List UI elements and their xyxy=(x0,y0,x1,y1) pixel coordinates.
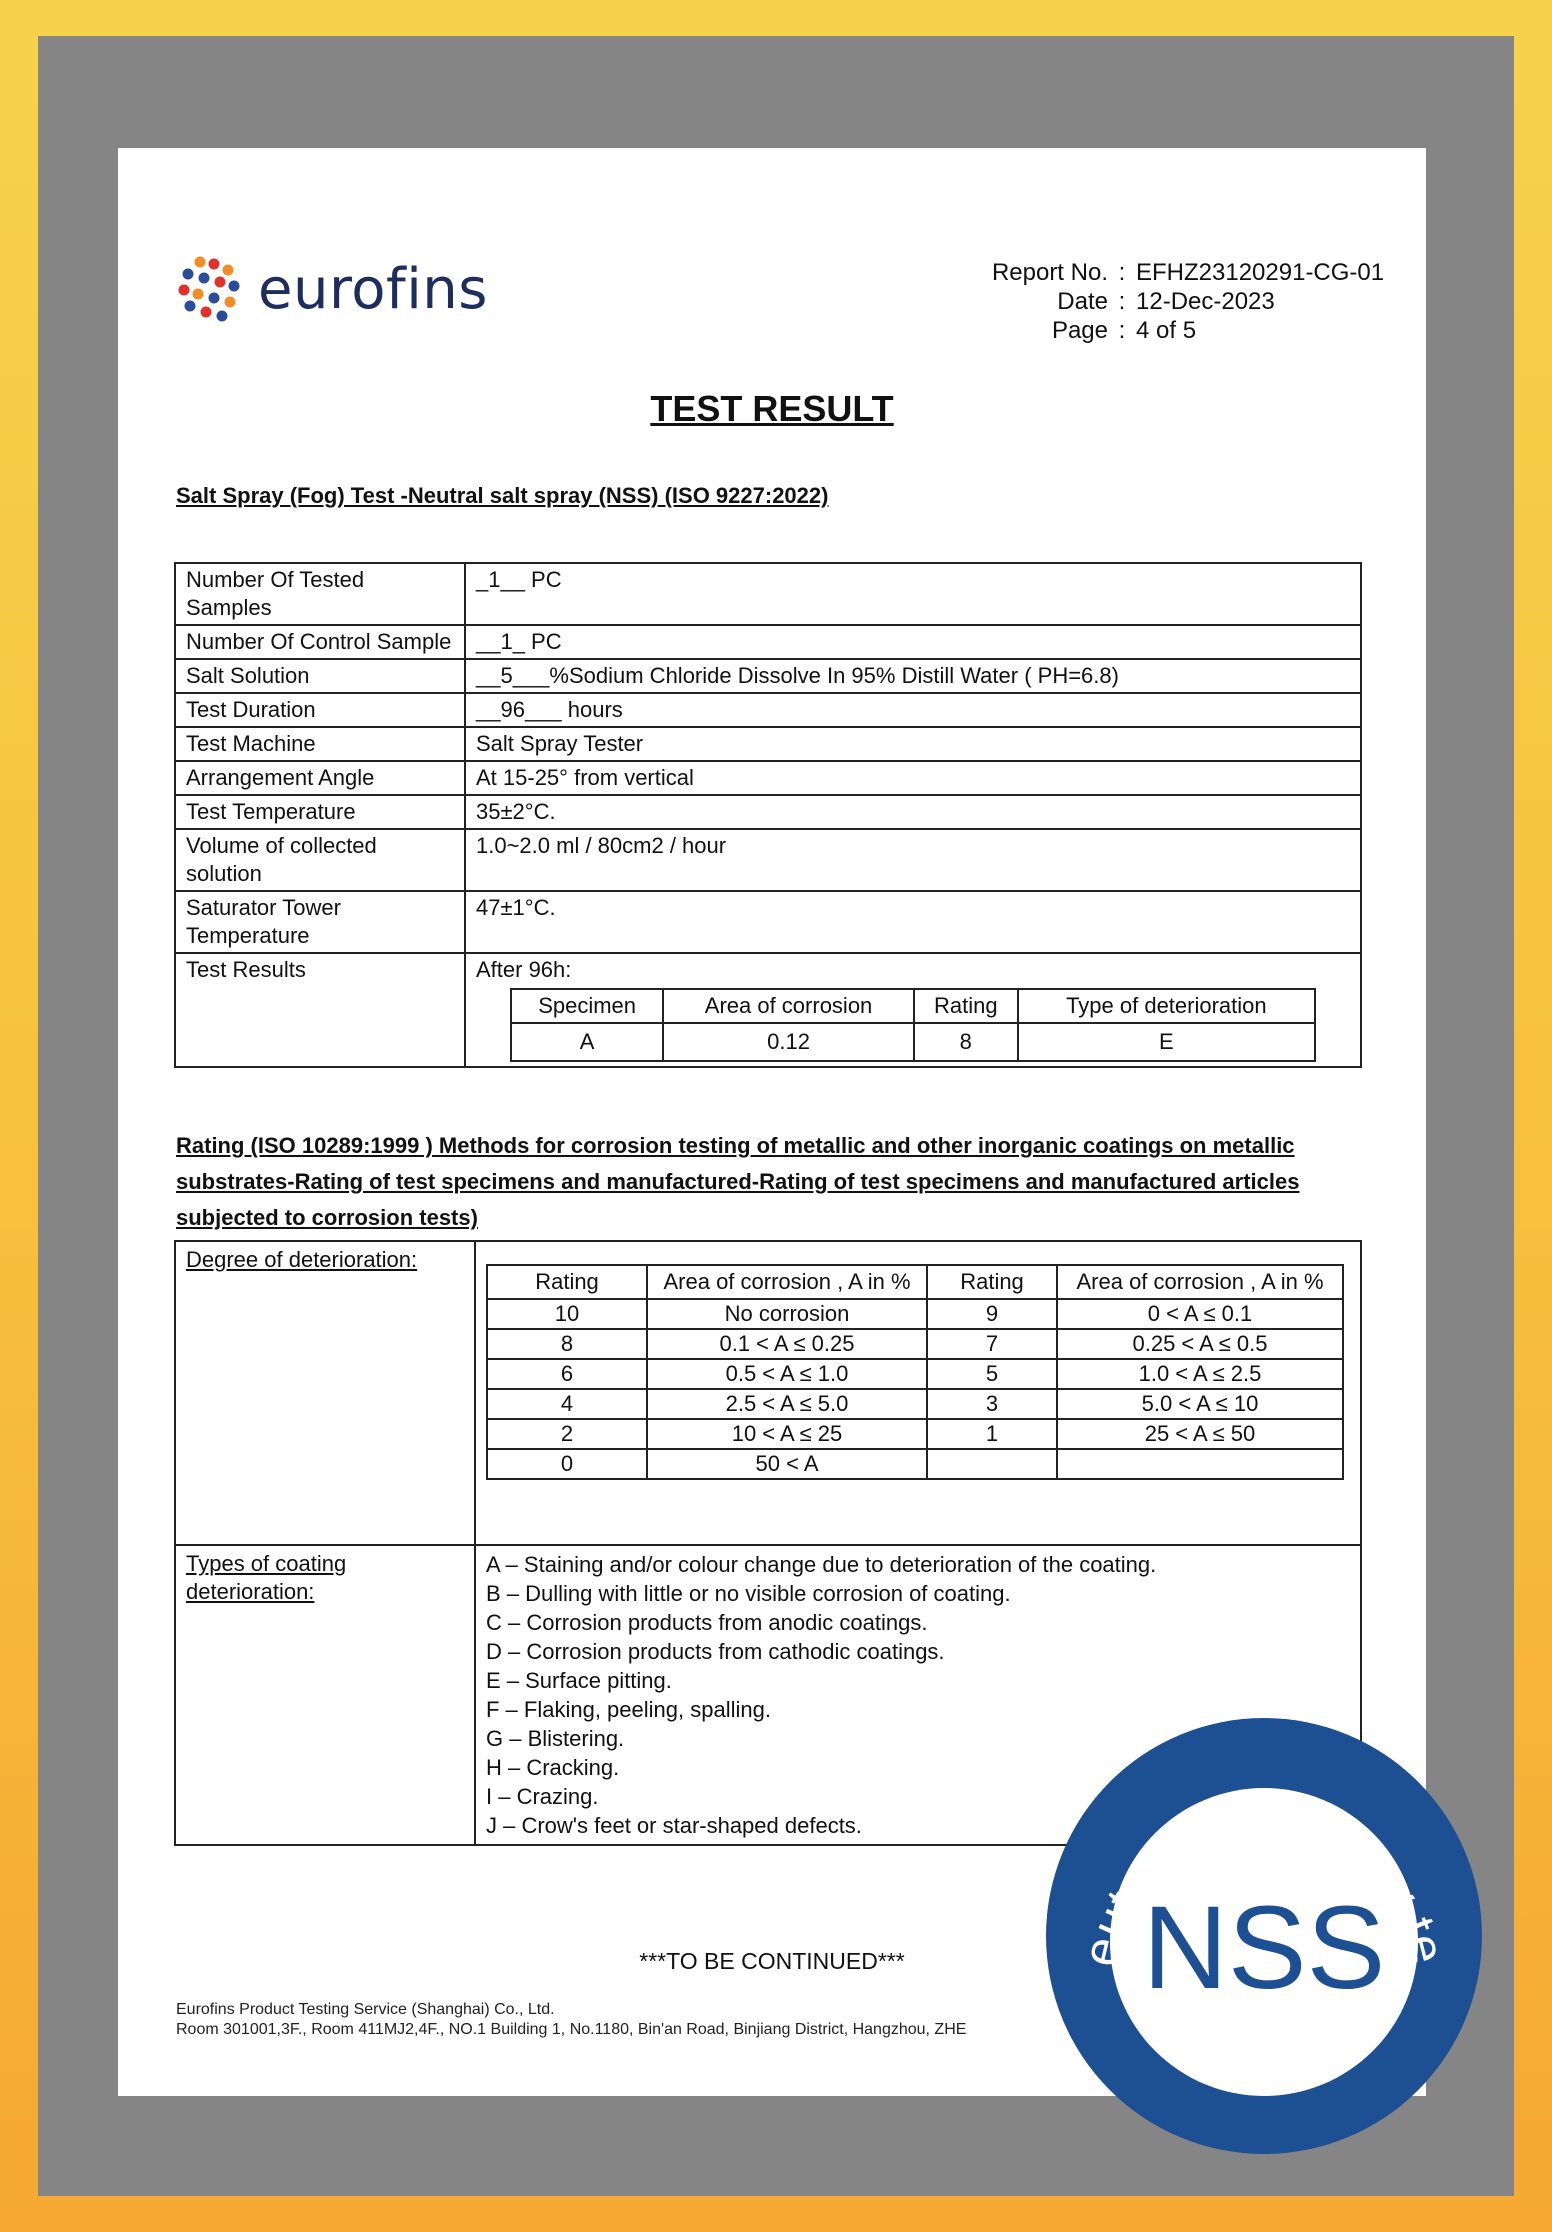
stamp-ring-textpath: eutral Salt Spray te xyxy=(1071,1795,1457,1972)
report-page-label: Page xyxy=(1051,317,1108,344)
degree-cell xyxy=(927,1449,1057,1479)
list-item: F – Flaking, peeling, spalling. xyxy=(486,1697,771,1722)
types-label: Types of coating deterioration: xyxy=(175,1545,475,1845)
degree-cell: 6 xyxy=(487,1359,647,1389)
list-item: A – Staining and/or colour change due to deterioration of the coating. xyxy=(486,1552,1157,1577)
param-value: At 15-25° from vertical xyxy=(465,761,1361,795)
test-subtitle: Salt Spray (Fog) Test -Neutral salt spray (NSS) (ISO 9227:2022) xyxy=(176,483,829,508)
report-no-row xyxy=(988,258,1384,287)
list-item: B – Dulling with little or no visible corrosion of coating. xyxy=(486,1581,1011,1606)
param-label: Arrangement Angle xyxy=(175,761,465,795)
eurofins-logo xyxy=(176,254,488,324)
report-date-label: Date xyxy=(1057,288,1108,315)
degree-header: Area of corrosion , A in % xyxy=(647,1265,927,1299)
list-item: E – Surface pitting. xyxy=(486,1668,672,1693)
separator: : xyxy=(1118,288,1126,315)
degree-cell: 0.5 < A ≤ 1.0 xyxy=(647,1359,927,1389)
footer xyxy=(176,2000,966,2040)
degree-cell: 8 xyxy=(487,1329,647,1359)
param-row xyxy=(175,693,1361,727)
param-value: __1_ PC xyxy=(465,625,1361,659)
param-value: 1.0~2.0 ml / 80cm2 / hour xyxy=(465,829,1361,891)
param-value: __5___%Sodium Chloride Dissolve In 95% Distill Water ( PH=6.8) xyxy=(465,659,1361,693)
degree-cell: 0 < A ≤ 0.1 xyxy=(1057,1299,1343,1329)
param-label: Test Machine xyxy=(175,727,465,761)
param-row xyxy=(175,659,1361,693)
page-title: TEST RESULT xyxy=(650,388,894,429)
param-row xyxy=(175,829,1361,891)
degree-cell xyxy=(1057,1449,1343,1479)
degree-cell: 5 xyxy=(927,1359,1057,1389)
continued-note: ***TO BE CONTINUED*** xyxy=(639,1948,905,1974)
separator: : xyxy=(1118,259,1126,286)
param-label: Test Duration xyxy=(175,693,465,727)
list-item: H – Cracking. xyxy=(486,1755,620,1780)
degree-cell: 1.0 < A ≤ 2.5 xyxy=(1057,1359,1343,1389)
results-header: Area of corrosion xyxy=(663,989,914,1023)
results-cell: E xyxy=(1018,1023,1315,1061)
rating-heading: Rating (ISO 10289:1999 ) Methods for corrosion testing of metallic and other inorganic coatings on metallic substrates-Rating of test specimens and manufactured-Rating of test specimens and manufactured articles subjected to corrosion tests) xyxy=(176,1133,1300,1230)
degree-cell: 5.0 < A ≤ 10 xyxy=(1057,1389,1343,1419)
degree-table xyxy=(486,1264,1344,1480)
degree-cell: 0.1 < A ≤ 0.25 xyxy=(647,1329,927,1359)
param-label: Volume of collected solution xyxy=(175,829,465,891)
nss-stamp-badge xyxy=(1044,1716,1484,2156)
degree-table-row xyxy=(487,1299,1343,1329)
degree-cell: 50 < A xyxy=(647,1449,927,1479)
degree-header: Rating xyxy=(487,1265,647,1299)
param-row xyxy=(175,953,1361,1067)
param-row xyxy=(175,563,1361,625)
nss-stamp xyxy=(1044,1716,1484,2156)
footer-address: Room 301001,3F., Room 411MJ2,4F., NO.1 Building 1, No.1180, Bin'an Road, Binjiang District, Hangzhou, ZHE xyxy=(176,2021,967,2038)
degree-cell: 25 < A ≤ 50 xyxy=(1057,1419,1343,1449)
results-cell: 0.12 xyxy=(663,1023,914,1061)
degree-cell: 10 xyxy=(487,1299,647,1329)
report-date-row xyxy=(988,287,1384,316)
param-row xyxy=(175,727,1361,761)
param-label: Number Of Tested Samples xyxy=(175,563,465,625)
results-header: Type of deterioration xyxy=(1018,989,1315,1023)
param-value: __96___ hours xyxy=(465,693,1361,727)
list-item: G – Blistering. xyxy=(486,1726,625,1751)
results-header: Rating xyxy=(914,989,1018,1023)
degree-cell: 9 xyxy=(927,1299,1057,1329)
param-value: 47±1°C. xyxy=(465,891,1361,953)
param-row xyxy=(175,891,1361,953)
param-label: Test Results xyxy=(175,953,465,1067)
list-item: D – Corrosion products from cathodic coatings. xyxy=(486,1639,945,1664)
degree-header: Rating xyxy=(927,1265,1057,1299)
degree-cell: 10 < A ≤ 25 xyxy=(647,1419,927,1449)
param-value: Salt Spray Tester xyxy=(465,727,1361,761)
results-cell: 8 xyxy=(914,1023,1018,1061)
results-row xyxy=(511,1023,1315,1061)
report-no-label: Report No. xyxy=(991,259,1108,286)
degree-cell: 4 xyxy=(487,1389,647,1419)
report-date-value: 12-Dec-2023 xyxy=(1136,288,1275,315)
report-meta xyxy=(988,258,1384,345)
degree-cell: 3 xyxy=(927,1389,1057,1419)
stamp-center-text: NSS xyxy=(1142,1882,1386,2014)
degree-table-row xyxy=(487,1329,1343,1359)
report-no-value: EFHZ23120291-CG-01 xyxy=(1136,259,1385,286)
degree-cell: No corrosion xyxy=(647,1299,927,1329)
logo-wordmark: eurofins xyxy=(258,256,488,322)
degree-header: Area of corrosion , A in % xyxy=(1057,1265,1343,1299)
report-page-value: 4 of 5 xyxy=(1136,317,1197,344)
test-parameters-table xyxy=(174,562,1362,1068)
degree-cell: 0.25 < A ≤ 0.5 xyxy=(1057,1329,1343,1359)
param-label: Salt Solution xyxy=(175,659,465,693)
degree-row xyxy=(175,1241,1361,1545)
degree-table-row xyxy=(487,1449,1343,1479)
param-row xyxy=(175,761,1361,795)
list-item: C – Corrosion products from anodic coatings. xyxy=(486,1610,928,1635)
degree-cell xyxy=(475,1241,1361,1545)
degree-cell: 1 xyxy=(927,1419,1057,1449)
separator: : xyxy=(1118,317,1126,344)
test-results-note: After 96h: xyxy=(476,957,572,982)
test-results-cell xyxy=(465,953,1361,1067)
param-label: Test Temperature xyxy=(175,795,465,829)
param-row xyxy=(175,795,1361,829)
degree-cell: 0 xyxy=(487,1449,647,1479)
param-label: Saturator Tower Temperature xyxy=(175,891,465,953)
list-item: I – Crazing. xyxy=(486,1784,599,1809)
eurofins-logo-icon xyxy=(176,254,246,324)
param-row xyxy=(175,625,1361,659)
results-table xyxy=(510,988,1316,1062)
degree-cell: 7 xyxy=(927,1329,1057,1359)
degree-label: Degree of deterioration: xyxy=(175,1241,475,1545)
degree-table-row xyxy=(487,1359,1343,1389)
list-item: J – Crow's feet or star-shaped defects. xyxy=(486,1813,862,1838)
degree-cell: 2 xyxy=(487,1419,647,1449)
footer-company: Eurofins Product Testing Service (Shanghai) Co., Ltd. xyxy=(176,2001,555,2018)
param-label: Number Of Control Sample xyxy=(175,625,465,659)
results-header: Specimen xyxy=(511,989,663,1023)
results-cell: A xyxy=(511,1023,663,1061)
degree-table-row xyxy=(487,1389,1343,1419)
param-value: _1__ PC xyxy=(465,563,1361,625)
param-value: 35±2°C. xyxy=(465,795,1361,829)
degree-cell: 2.5 < A ≤ 5.0 xyxy=(647,1389,927,1419)
degree-table-row xyxy=(487,1419,1343,1449)
report-page-row xyxy=(988,316,1384,345)
